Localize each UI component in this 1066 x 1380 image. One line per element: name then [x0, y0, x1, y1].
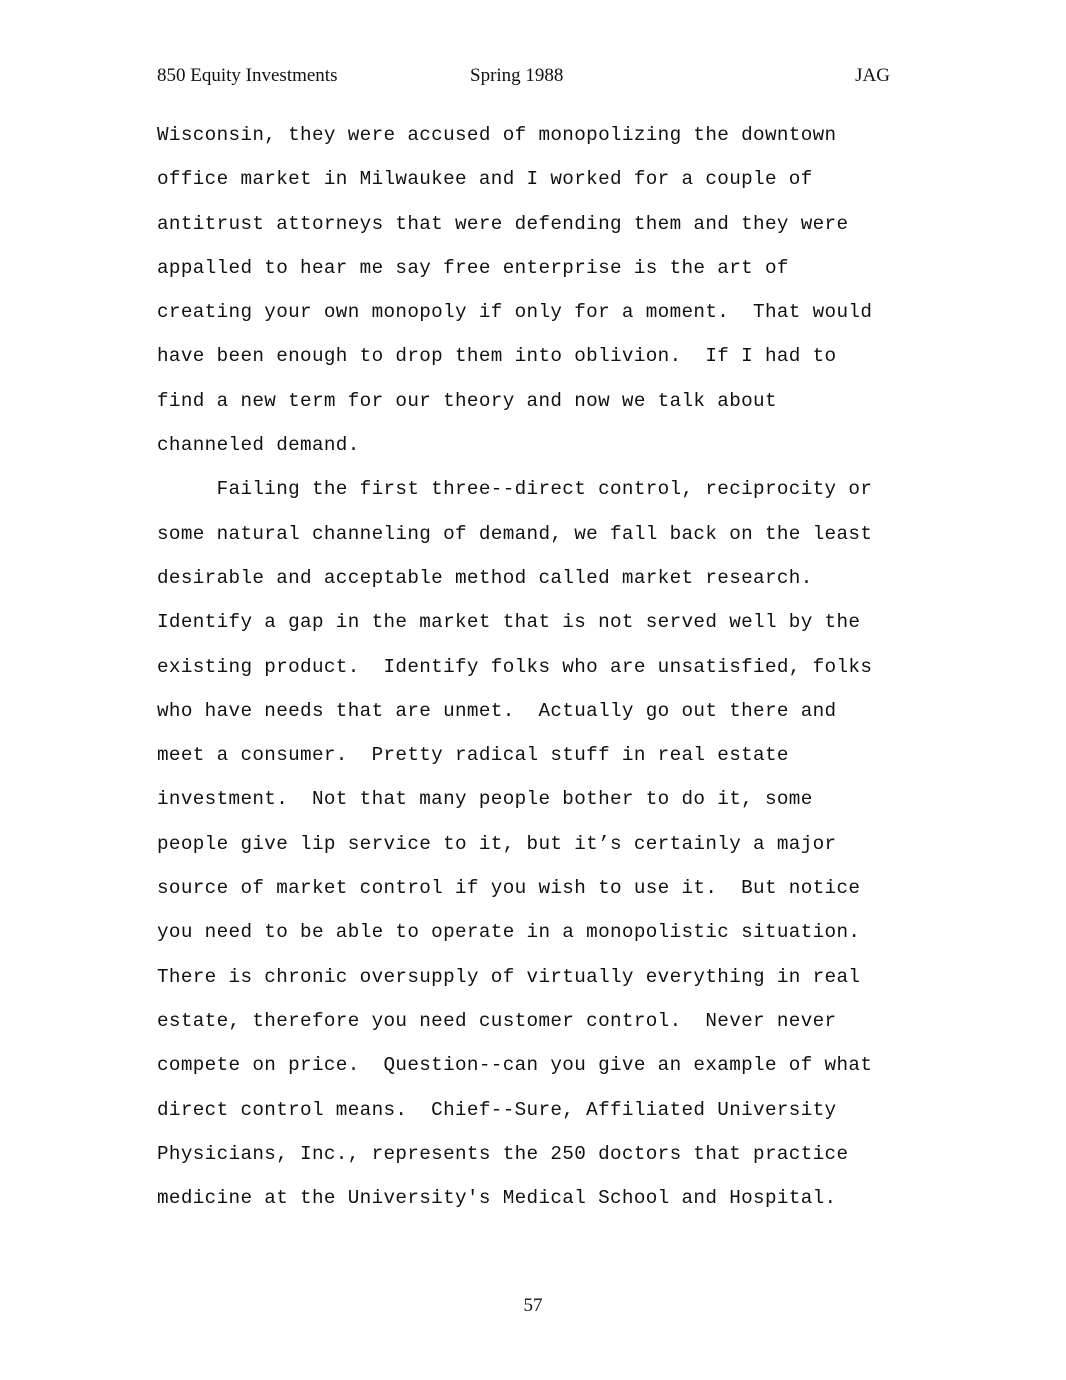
text-line: source of market control if you wish to use it. But notice	[157, 877, 861, 900]
text-line: find a new term for our theory and now we talk about	[157, 389, 777, 412]
transcript-body	[157, 113, 917, 1220]
header-course-title: 850 Equity Investments	[157, 65, 338, 86]
text-line: Failing the first three--direct control, reciprocity or	[157, 478, 873, 501]
text-line: meet a consumer. Pretty radical stuff in real estate	[157, 744, 789, 767]
text-line: channeled demand.	[157, 434, 360, 457]
text-line: who have needs that are unmet. Actually go out there and	[157, 699, 837, 722]
text-line: creating your own monopoly if only for a moment. That would	[157, 301, 873, 324]
text-line: have been enough to drop them into oblivion. If I had to	[157, 345, 837, 368]
text-line: some natural channeling of demand, we fall back on the least	[157, 522, 873, 545]
text-line: estate, therefore you need customer control. Never never	[157, 1009, 837, 1032]
page-number: 57	[523, 1295, 543, 1316]
header-author-initials: JAG	[855, 65, 890, 86]
text-line: There is chronic oversupply of virtually everything in real	[157, 965, 861, 988]
text-line: direct control means. Chief--Sure, Affiliated University	[157, 1098, 837, 1121]
text-line: office market in Milwaukee and I worked for a couple of	[157, 168, 813, 191]
text-line: appalled to hear me say free enterprise is the art of	[157, 256, 789, 279]
text-line: existing product. Identify folks who are unsatisfied, folks	[157, 655, 873, 678]
text-line: Wisconsin, they were accused of monopolizing the downtown	[157, 124, 837, 146]
text-line: desirable and acceptable method called market research.	[157, 566, 813, 589]
text-line: antitrust attorneys that were defending them and they were	[157, 212, 849, 235]
text-line: medicine at the University's Medical School and Hospital.	[157, 1187, 837, 1210]
text-line: compete on price. Question--can you give an example of what	[157, 1054, 873, 1077]
text-line: investment. Not that many people bother to do it, some	[157, 788, 813, 811]
text-line: Identify a gap in the market that is not served well by the	[157, 611, 861, 634]
page-header	[157, 63, 890, 89]
text-line: you need to be able to operate in a monopolistic situation.	[157, 921, 861, 944]
header-term: Spring 1988	[470, 65, 564, 86]
text-line: Physicians, Inc., represents the 250 doctors that practice	[157, 1142, 849, 1165]
text-line: people give lip service to it, but it’s certainly a major	[157, 832, 837, 855]
